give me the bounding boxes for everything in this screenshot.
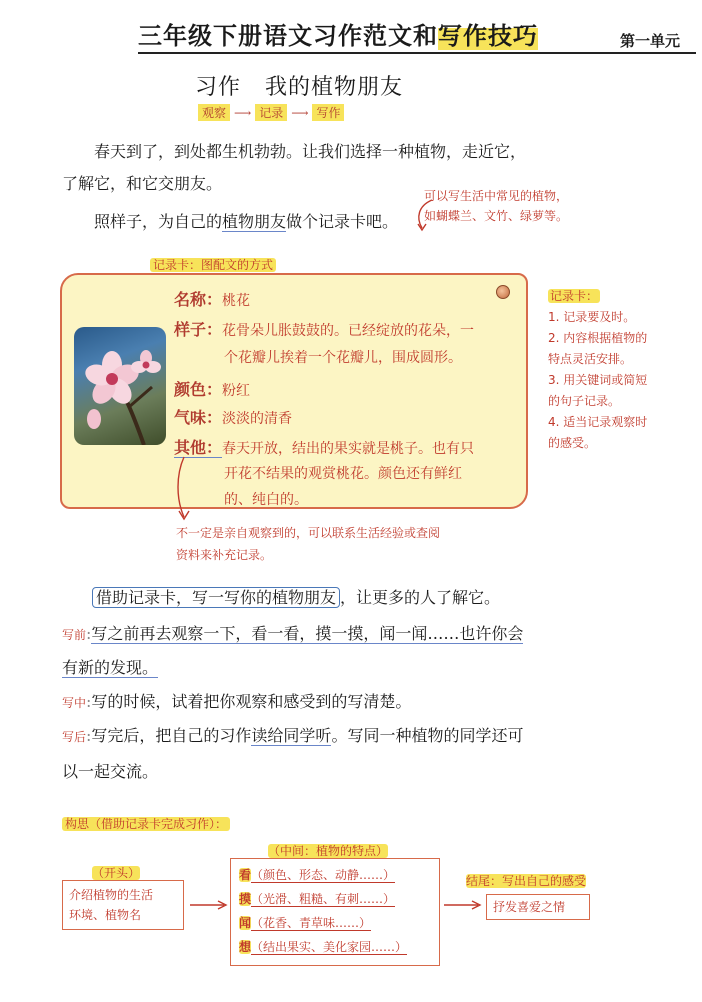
title-highlight: 写作技巧 xyxy=(438,21,538,50)
outline-end-label: 结尾：写出自己的感受 xyxy=(466,874,587,888)
outline-middle-item: 摸（光滑、粗糙、有刺……） xyxy=(239,892,396,906)
card-value-look-1: 花骨朵儿胀鼓鼓的。已经绽放的花朵，一 xyxy=(222,323,475,339)
card-row-look-2 xyxy=(224,347,462,367)
outline-title: 构思（借助记录卡完成习作）： xyxy=(62,815,230,832)
process-flow xyxy=(198,104,344,121)
arrow-right-icon: ⟶ xyxy=(291,105,309,120)
intro-line-3-after: 做个记录卡吧。 xyxy=(286,212,399,231)
card-row-other-2 xyxy=(224,463,462,483)
task-line xyxy=(92,584,500,612)
intro-line-1: 春天到了，到处都生机勃勃。让我们选择一种植物，走近它， xyxy=(94,142,527,161)
step-after-underlined: 读给同学听 xyxy=(251,726,332,745)
side-note-top-line-1: 可以写生活中常见的植物， xyxy=(424,189,569,203)
task-after: ，让更多的人了解它。 xyxy=(340,588,501,607)
card-note-bottom xyxy=(176,522,440,566)
card-label-smell: 气味： xyxy=(174,408,223,427)
step-after-line-2: 以一起交流。 xyxy=(62,762,159,781)
step-tag-after: 写后 xyxy=(62,730,87,744)
card-label-look: 样子： xyxy=(174,320,223,339)
card-value-look-2: 个花瓣儿挨着一个花瓣儿，围成圆形。 xyxy=(224,350,462,366)
card-value-other-1: 春天开放，结出的果实就是桃子。也有只 xyxy=(222,441,475,457)
outline-middle-item: 想（结出果实、美化家园……） xyxy=(239,940,408,954)
outline-middle-label: （中间：植物的特点） xyxy=(268,844,389,858)
card-value-smell: 淡淡的清香 xyxy=(222,411,293,427)
card-label-name: 名称： xyxy=(174,290,223,309)
curved-arrow-icon xyxy=(410,196,440,236)
task-boxed: 借助记录卡，写一写你的植物朋友 xyxy=(92,587,340,608)
arrow-right-icon: ⟶ xyxy=(234,105,252,120)
card-caption-text: 记录卡：图配文的方式 xyxy=(150,258,276,272)
curved-arrow-icon xyxy=(170,455,200,525)
outline-start-box: 介绍植物的生活 环境、植物名 xyxy=(62,880,184,930)
intro-line-3 xyxy=(94,208,398,236)
card-row-name xyxy=(174,287,250,310)
card-label-color: 颜色： xyxy=(174,380,223,399)
peach-blossom-image xyxy=(74,327,166,445)
card-caption xyxy=(150,256,276,273)
side-note-top-line-2: 如蝴蝶兰、文竹、绿萝等。 xyxy=(424,209,569,223)
step-tag-before: 写前 xyxy=(62,628,87,642)
header-rule xyxy=(138,52,696,54)
tip-item: 3. 用关键词或简短 xyxy=(548,373,648,387)
step-before-line-2: 有新的发现。 xyxy=(62,658,159,677)
unit-label: 第一单元 xyxy=(620,32,681,50)
card-label-other: 其他： xyxy=(174,438,223,457)
intro-line-2: 了解它，和它交朋友。 xyxy=(62,174,223,193)
tip-item: 特点灵活安排。 xyxy=(548,352,633,366)
card-value-other-2: 开花不结果的观赏桃花。颜色还有鲜红 xyxy=(224,466,462,482)
record-card xyxy=(60,273,528,509)
intro-line-3-before: 照样子，为自己的 xyxy=(94,212,223,231)
step-before-line-1: 写前:写之前再去观察一下，看一看，摸一摸，闻一闻……也许你会 xyxy=(62,624,524,643)
card-row-other-3 xyxy=(224,489,308,509)
title-plain: 三年级下册语文习作范文和 xyxy=(138,21,438,50)
arrow-right-icon xyxy=(188,898,230,912)
page-title xyxy=(138,16,538,51)
flow-step-observe: 观察 xyxy=(198,104,230,121)
tip-item: 1. 记录要及时。 xyxy=(548,310,636,324)
card-value-other-3: 的、纯白的。 xyxy=(224,492,308,508)
intro-underlined-phrase: 植物朋友 xyxy=(222,212,287,231)
tip-item: 4. 适当记录观察时 xyxy=(548,415,648,429)
section-heading: 习作 我的植物朋友 xyxy=(195,75,403,100)
pin-icon xyxy=(496,285,510,299)
tip-item: 的感受。 xyxy=(548,436,597,450)
card-row-smell xyxy=(174,405,292,428)
tip-item: 2. 内容根据植物的 xyxy=(548,331,648,345)
outline-middle-item: 看（颜色、形态、动静……） xyxy=(239,868,396,882)
step-tag-during: 写中 xyxy=(62,696,87,710)
card-note-line-1: 不一定是亲自观察到的，可以联系生活经验或查阅 xyxy=(176,526,441,540)
step-before-text-1: 写之前再去观察一下，看一看，摸一摸，闻一闻……也许你会 xyxy=(91,624,524,643)
side-note-top xyxy=(424,186,568,226)
card-row-color xyxy=(174,377,250,400)
card-value-color: 粉红 xyxy=(222,383,251,399)
outline-end-box: 抒发喜爱之情 xyxy=(486,894,590,920)
step-during-line: 写中:写的时候，试着把你观察和感受到的写清楚。 xyxy=(62,692,412,711)
flow-step-write: 写作 xyxy=(312,104,344,121)
tip-item: 的句子记录。 xyxy=(548,394,621,408)
outline-middle-item: 闻（花香、青草味……） xyxy=(239,916,372,930)
step-after-line-1: 写后:写完后，把自己的习作读给同学听。写同一种植物的同学还可 xyxy=(62,726,524,745)
flow-step-record: 记录 xyxy=(255,104,287,121)
card-row-other xyxy=(174,435,474,458)
card-value-name: 桃花 xyxy=(222,293,251,309)
outline-start-label: （开头） xyxy=(92,866,141,880)
card-note-line-2: 资料来补充记录。 xyxy=(176,548,273,562)
card-row-look xyxy=(174,317,474,340)
outline-middle-box xyxy=(230,858,440,966)
record-tips xyxy=(548,286,647,454)
tips-title: 记录卡： xyxy=(550,289,599,303)
arrow-right-icon xyxy=(442,898,484,912)
step-during-text: 写的时候，试着把你观察和感受到的写清楚。 xyxy=(91,692,412,711)
